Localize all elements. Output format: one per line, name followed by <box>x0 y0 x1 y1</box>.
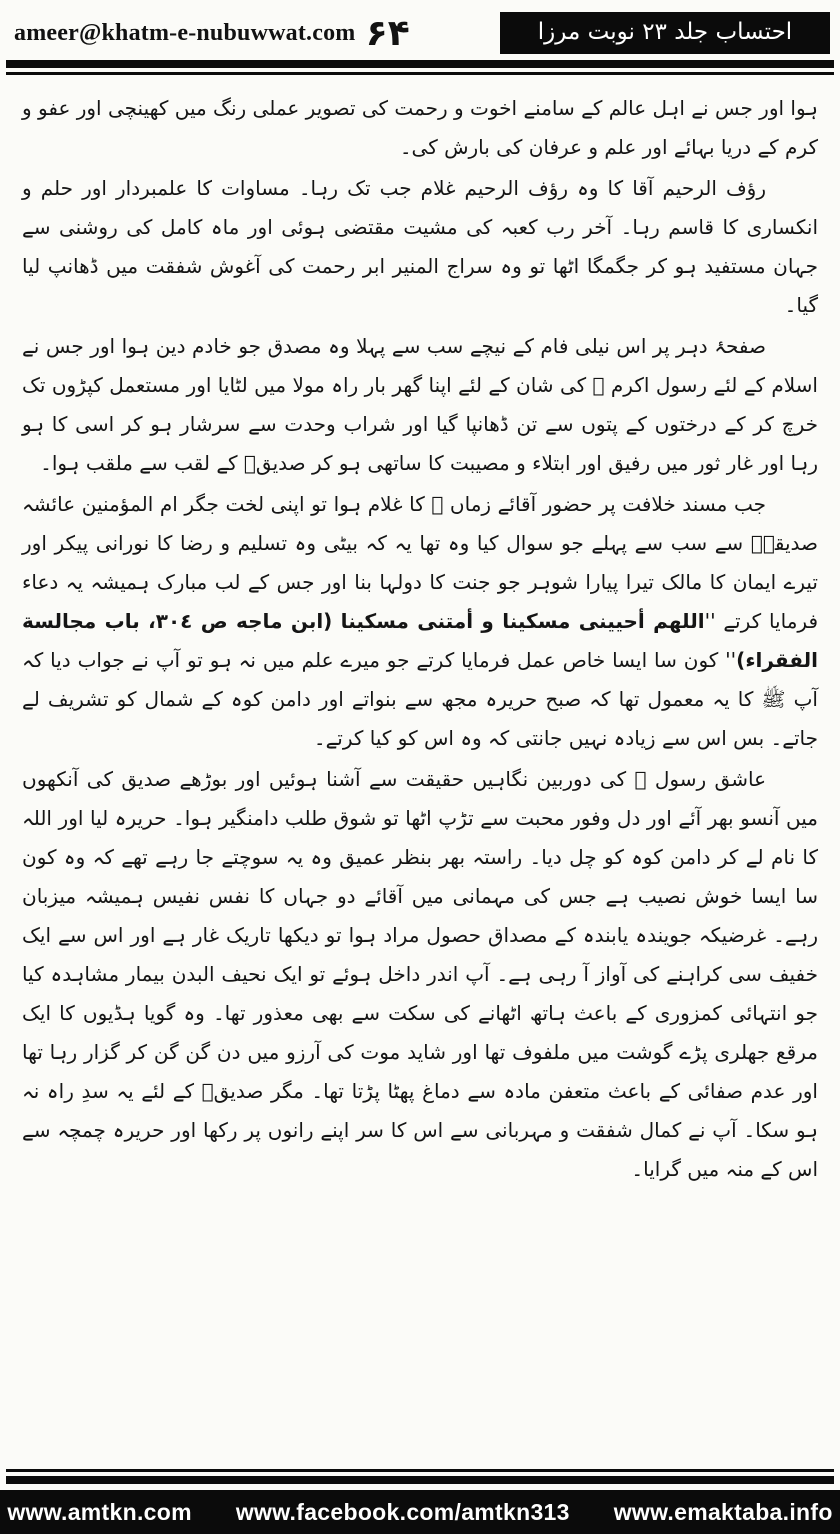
bottom-rule-thin <box>6 1469 834 1472</box>
page-number: ۶۴ <box>365 12 410 54</box>
footer-bar <box>0 1490 840 1534</box>
footer-link-amtkn: www.amtkn.com <box>7 1498 192 1525</box>
paragraph-text: جب مسند خلافت پر حضور آقائے زماں ﷺ کا غلام ہوا تو اپنی لخت جگر ام المؤمنین عائشہ صدیقہؓ سے سب سے پہلے جو سوال کیا وہ تھا یہ کہ بیٹی وہ تسلیم و رضا کا نورانی پیکر اور تیرے ایمان کا مالک تیرا پیارا شوہر جو جنت کا دولہا بنا اور جس کے لب مبارک ہمیشہ یہ دعاء فرمایا کرتے '' <box>22 492 819 633</box>
paragraph: ہوا اور جس نے اہل عالم کے سامنے اخوت و رحمت کی تصویر عملی رنگ میں کھینچی اور عفو و کرم کے دریا بہائے اور علم و عرفان کی بارش کی۔ <box>21 96 818 159</box>
paragraph <box>22 327 818 483</box>
page-header <box>0 0 840 60</box>
email-text: ameer@khatm-e-nubuwwat.com <box>14 19 356 46</box>
footer-link-emaktaba: www.emaktaba.info <box>613 1498 833 1525</box>
page-text <box>0 75 840 1189</box>
paragraph-text: '' کون سا ایسا خاص عمل فرمایا کرتے جو میرے علم میں نہ ہو تو آپ نے جواب دیا کہ آپ ﷺ کا یہ معمول تھا کہ صبح حریرہ مجھ سے بنواتے اور دامن کوہ کے شمال کو تشریف لے جاتے۔ بس اس سے زیادہ نہیں جانتی کہ وہ اس کو کیا کرتے۔ <box>22 648 818 750</box>
arabic-dua-quote: اللهم أحيينى مسكينا و أمتنى مسكينا (ابن ماجه ص ٣٠٤، باب مجالسة الفقراء) <box>22 609 818 672</box>
bottom-rule-thick <box>6 1476 834 1484</box>
paragraph-text: صفحۂ دہر پر اس نیلی فام کے نیچے سب سے پہلا وہ مصدق جو خادم دین ہوا اور جس نے اسلام کے لئے رسول اکرم ﷺ کی شان کے لئے اپنا گھر بار راہ مولا میں لٹایا اور مستعمل کپڑوں تک خرچ کر کے درختوں کے پتوں سے تن ڈھانپا گیا اور شراب وحدت سے سرشار ہو کر اسی کا ہو رہا اور غار ثور میں رفیق اور ابتلاء و مصیبت کا ساتھی ہو کر صدیقؓ کے لقب سے ملقب ہوا۔ <box>22 334 818 475</box>
book-title: احتساب جلد ۲۳ نوبت مرزا <box>500 12 830 54</box>
top-rule-thick <box>6 60 834 68</box>
paragraph: عاشق رسول ﷺ کی دوربین نگاہیں حقیقت سے آشنا ہوئیں اور بوڑھے صدیق کی آنکھوں میں آنسو بھر آئے اور دل وفور محبت سے تڑپ اٹھا تو شوق طلب دامنگیر ہوا۔ حریرہ لیا اور اللہ کا نام لے کر دامن کوہ کو چل دیا۔ راستہ بھر بنظر عمیق وہ یہ سوچتے جا رہے تھے کہ وہ کون سا ایسا خوش نصیب ہے جس کی مہمانی میں آقائے دو جہاں کا نفس نفیس ہمیشہ میزبان رہے۔ غرضیکہ جویندہ یابندہ کے مصداق حصول مراد ہوا تو دیکھا تاریک غار ہے اور اس سے ایک خفیف سی کراہنے کی آواز آ رہی ہے۔ آپ اندر داخل ہوئے تو ایک نحیف البدن بیمار مشاہدہ کیا جو انتہائی کمزوری کے باعث ہاتھ اٹھانے کی سکت سے بھی معذور تھا۔ وہ گویا ہڈیوں کا ایک مرقع جھلری پڑے گوشت میں ملفوف تھا اور شاید موت کی آرزو میں دن گن گن کر گزار رہا تھا اور عدم صفائی کے باعث متعفن مادہ سے دماغ پھٹا پڑتا تھا۔ مگر صدیقؓ کے لئے یہ سدِ راہ نہ ہو سکا۔ آپ نے کمال شفقت و مہربانی سے اس کا سر اپنے رانوں پر رکھا اور حریرہ چمچہ سے اس کے منہ میں گرایا۔ <box>22 767 818 1181</box>
footer-link-facebook: www.facebook.com/amtkn313 <box>235 1498 570 1525</box>
paragraph: رؤف الرحیم آقا کا وہ رؤف الرحیم غلام جب تک رہا۔ مساوات کا علمبردار اور حلم و انکساری کا قاسم رہا۔ آخر رب کعبہ کی مشیت مقتضی ہوئی اور ماہ کامل کی روشنی سے جہان مستفید ہو کر جگمگا اٹھا تو وہ سراج المنیر ابر رحمت کی آغوش شفقت میں ڈھانپ لیا گیا۔ <box>22 176 818 317</box>
bottom-rules <box>0 1469 840 1484</box>
paragraph <box>22 485 818 758</box>
